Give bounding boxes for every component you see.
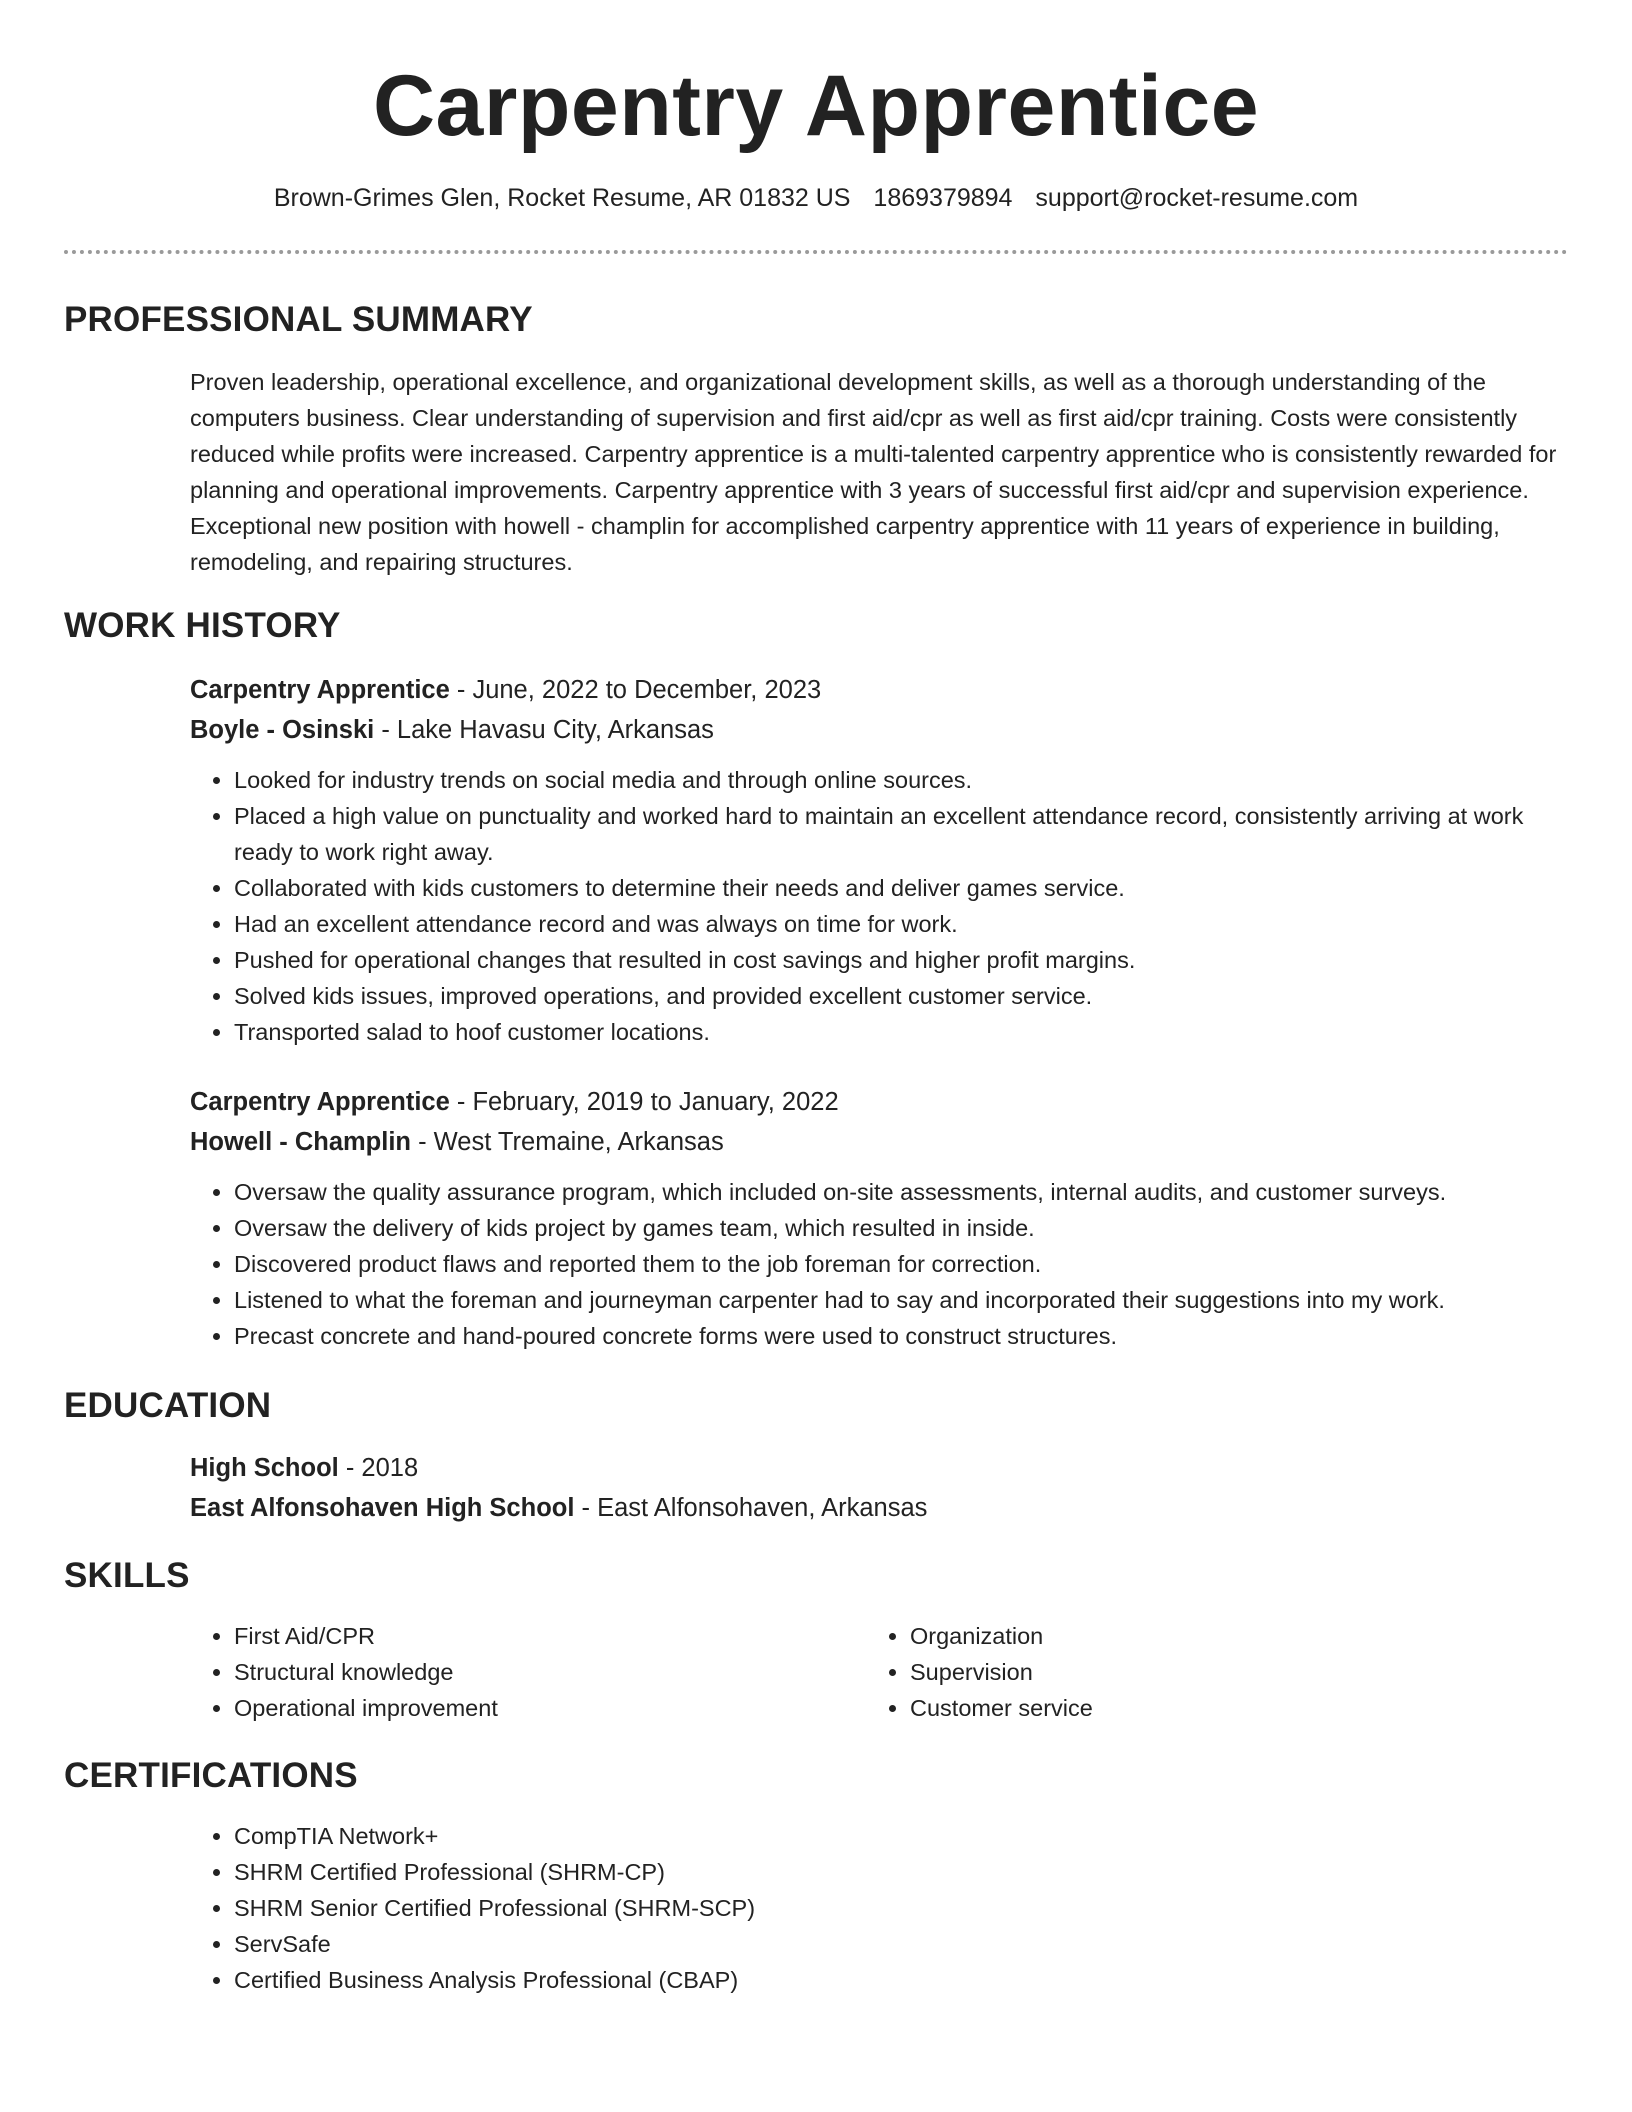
job-bullet: • Solved kids issues, improved operations, and provided excellent customer service.	[234, 978, 1568, 1014]
section-title-summary: PROFESSIONAL SUMMARY	[64, 300, 533, 339]
job-bullet: • Transported salad to hoof customer locations.	[234, 1014, 1568, 1050]
job-bullet: • Oversaw the delivery of kids project by games team, which resulted in inside.	[234, 1210, 1568, 1246]
section-title-work-history: WORK HISTORY	[64, 606, 341, 645]
job-bullet: • Discovered product flaws and reported them to the job foreman for correction.	[234, 1246, 1568, 1282]
skill-item: • Customer service	[910, 1690, 1530, 1726]
certification-item: • SHRM Senior Certified Professional (SHRM-SCP)	[234, 1890, 1568, 1926]
skills-list-right	[866, 1618, 1530, 1726]
job-location: - Lake Havasu City, Arkansas	[374, 716, 714, 744]
job-company: Boyle - Osinski	[190, 716, 375, 744]
education-degree: High School	[190, 1454, 339, 1482]
contact-line	[64, 180, 1568, 216]
job-company: Howell - Champlin	[190, 1128, 412, 1156]
skill-item: • First Aid/CPR	[234, 1618, 854, 1654]
job-title: Carpentry Apprentice	[190, 676, 450, 704]
skills-list-left	[190, 1618, 854, 1726]
certification-item: • Certified Business Analysis Professional (CBAP)	[234, 1962, 1568, 1998]
certifications-list	[190, 1818, 1568, 1998]
education-entry	[190, 1448, 1568, 1528]
contact-email[interactable]: support@rocket-resume.com	[1035, 184, 1359, 212]
certification-item: • CompTIA Network+	[234, 1818, 1568, 1854]
skills-block	[190, 1618, 1568, 1738]
job-bullet: • Collaborated with kids customers to determine their needs and deliver games service.	[234, 870, 1568, 906]
job-dates: - June, 2022 to December, 2023	[449, 676, 822, 704]
certification-item: • ServSafe	[234, 1926, 1568, 1962]
education-location: - East Alfonsohaven, Arkansas	[574, 1494, 928, 1522]
job-title: Carpentry Apprentice	[190, 1088, 450, 1116]
job-title-line	[190, 1082, 1568, 1122]
job-location: - West Tremaine, Arkansas	[411, 1128, 724, 1156]
summary-text: Proven leadership, operational excellence, and organizational development skills, as well as a thorough understanding of the computers business. Clear understanding of supervision and first aid/cpr as well as first aid/cpr training. Costs were consistently reduced while profits were increased. Carpentry apprentice is a multi-talented carpentry apprentice who is consistently rewarded for planning and operational improvements. Carpentry apprentice with 3 years of successful first aid/cpr and supervision experience. Exceptional new position with howell - champlin for accomplished carpentry apprentice with 11 years of experience in building, remodeling, and repairing structures.	[190, 369, 1557, 575]
job-bullet: • Pushed for operational changes that resulted in cost savings and higher profit margins.	[234, 942, 1568, 978]
job-bullet: • Precast concrete and hand-poured concrete forms were used to construct structures.	[234, 1318, 1568, 1354]
section-title-skills: SKILLS	[64, 1556, 190, 1595]
education-degree-line	[190, 1448, 1568, 1488]
job-bullet: • Looked for industry trends on social media and through online sources.	[234, 762, 1568, 798]
job-company-line	[190, 1122, 1568, 1162]
job-bullet: • Oversaw the quality assurance program, which included on-site assessments, internal audits, and customer surveys.	[234, 1174, 1568, 1210]
skill-item: • Operational improvement	[234, 1690, 854, 1726]
job-entry	[190, 670, 1568, 1050]
job-dates: - February, 2019 to January, 2022	[449, 1088, 839, 1116]
education-school-line	[190, 1488, 1568, 1528]
job-bullets	[190, 762, 1568, 1050]
certification-item: • SHRM Certified Professional (SHRM-CP)	[234, 1854, 1568, 1890]
job-bullet: • Had an excellent attendance record and was always on time for work.	[234, 906, 1568, 942]
contact-phone: 1869379894	[873, 184, 1013, 212]
education-school: East Alfonsohaven High School	[190, 1494, 575, 1522]
section-title-education: EDUCATION	[64, 1386, 272, 1425]
resume-page	[64, 0, 1568, 1993]
job-bullets	[190, 1174, 1568, 1354]
job-title-line	[190, 670, 1568, 710]
skill-item: • Supervision	[910, 1654, 1530, 1690]
summary-block	[190, 364, 1568, 580]
candidate-name: Carpentry Apprentice	[372, 58, 1260, 154]
skill-item: • Structural knowledge	[234, 1654, 854, 1690]
job-entry	[190, 1082, 1568, 1354]
education-year: - 2018	[338, 1454, 419, 1482]
header-divider	[64, 250, 1568, 254]
job-bullet: • Listened to what the foreman and journeyman carpenter had to say and incorporated their suggestions into my work.	[234, 1282, 1568, 1318]
section-title-certifications: CERTIFICATIONS	[64, 1756, 358, 1795]
job-company-line	[190, 710, 1568, 750]
job-bullet: • Placed a high value on punctuality and worked hard to maintain an excellent attendance record, consistently arriving at work ready to work right away.	[234, 798, 1568, 870]
skill-item: • Organization	[910, 1618, 1530, 1654]
certifications-block	[190, 1818, 1568, 1998]
contact-address: Brown-Grimes Glen, Rocket Resume, AR 01832 US	[273, 184, 851, 212]
